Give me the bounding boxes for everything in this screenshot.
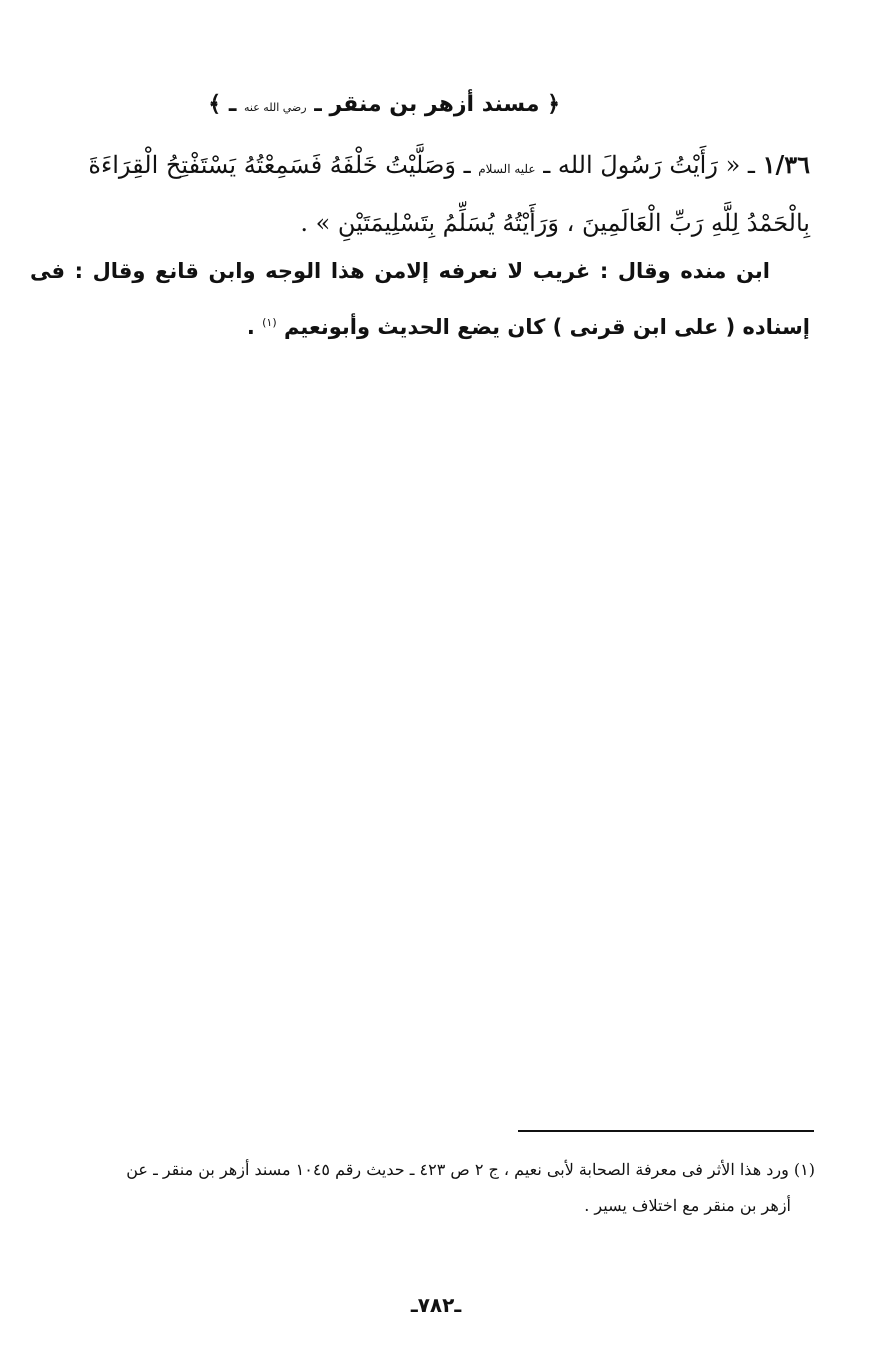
hadith-part-2: ـ وَصَلَّيْتُ خَلْفَهُ فَسَمِعْتُهُ يَسْتَفْتِحُ الْقِرَاءَةَ بِالْحَمْدُ لِلَّهِ رَبِّ الْعَالَمِينَ ، وَرَأَيْتُهُ يُسَلِّمُ بِتَسْلِيمَتَيْنِ » . [88,151,810,237]
hadith-number: ١/٣٦ [762,150,810,179]
commentary-paragraph [30,245,810,353]
heading-title: مسند أزهر بن منقر [329,92,540,117]
section-heading: ﴿ مسند أزهر بن منقر ـ رضي الله عنه ـ ﴾ [208,92,560,117]
footnote-line-1: ورد هذا الأثر فى معرفة الصحابة لأبى نعيم ، ج ٢ ص ٤٢٣ ـ حديث رقم ١٠٤٥ مسند أزهر بن منقر ـ عن [126,1160,789,1179]
footnote-reference: (١) [262,316,277,329]
hadith-part-1: « رَأَيْتُ رَسُولَ الله ـ [543,151,741,179]
footnote [50,1152,815,1224]
hadith-text: ١/٣٦ ـ « رَأَيْتُ رَسُولَ الله ـ عليه السلام ـ وَصَلَّيْتُ خَلْفَهُ فَسَمِعْتُهُ يَسْتَفْتِحُ الْقِرَاءَةَ بِالْحَمْدُ لِلَّهِ رَبِّ الْعَالَمِينَ ، وَرَأَيْتُهُ يُسَلِّمُ بِتَسْلِيمَتَيْنِ » . [88,150,810,237]
footnote-marker: (١) [793,1160,815,1179]
commentary-end: . [246,315,255,339]
heading-honorific: رضي الله عنه [244,101,307,114]
footnote-line-2: أزهر بن منقر مع اختلاف يسير . [584,1196,791,1215]
heading-close-ornament: ﴾ [208,92,222,117]
salutation-mark: عليه السلام [478,162,536,176]
page-number: ـ٧٨٢ـ [410,1293,462,1317]
commentary-text: ابن منده وقال : غريب لا نعرفه إلامن هذا الوجه وابن قانع وقال : فى إسناده ( على ابن قرنى ) كان يضع الحديث وأبونعيم [30,259,810,339]
heading-open-ornament: ﴿ [547,92,560,117]
footnote-divider [518,1130,814,1132]
